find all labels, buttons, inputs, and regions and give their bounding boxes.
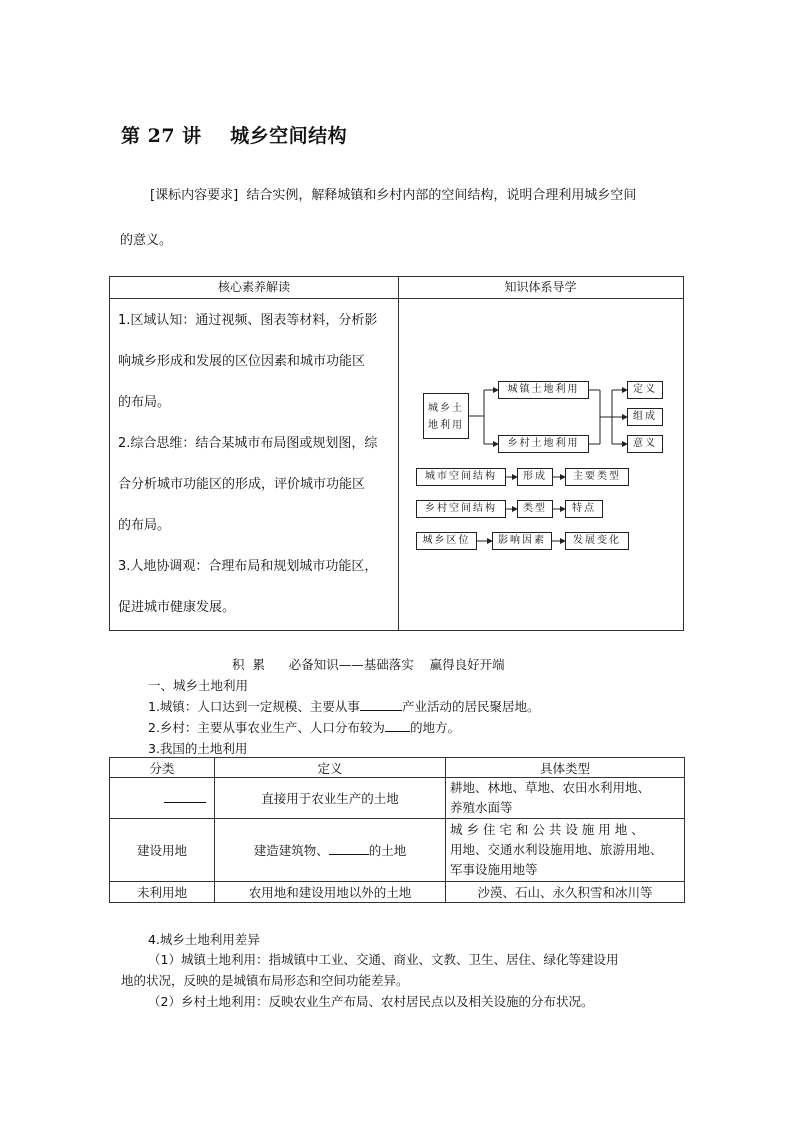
item-urban <box>148 697 539 715</box>
cell-definition: 农用地和建设用地以外的土地 <box>215 882 446 903</box>
blank-underline <box>329 842 369 855</box>
cell-types <box>446 819 685 882</box>
item-rural-text-a: 2.乡村：主要从事农业生产、人口分布较为 <box>148 720 385 735</box>
blank-underline <box>360 698 402 711</box>
types-line: 养殖水面等 <box>450 800 513 815</box>
table-row <box>110 882 685 903</box>
header-definition: 定义 <box>215 758 446 778</box>
knowledge-system-header: 知识体系导学 <box>504 280 577 294</box>
definition-text-b: 的土地 <box>368 843 407 858</box>
factors-box: 影响因素 <box>492 532 552 550</box>
cell-definition <box>215 819 446 882</box>
literacy-line: 的布局。 <box>118 395 171 410</box>
root-line-2: 地利用 <box>428 420 464 431</box>
literacy-line: 2.综合思维：结合某城市布局图或规划图，综 <box>118 436 378 451</box>
cell-category: 建设用地 <box>110 819 215 882</box>
types-line: 城 乡 住 宅 和 公 共 设 施 用 地 、 <box>450 822 644 837</box>
meaning-box: 意义 <box>627 435 663 453</box>
urban-land-use-box: 城镇土地利用 <box>498 381 589 399</box>
literacy-line: 响城乡形成和发展的区位因素和城市功能区 <box>118 354 366 369</box>
composition-box: 组成 <box>627 408 663 426</box>
header-category: 分类 <box>110 758 215 778</box>
cell-types: 沙漠、石山、永久积雪和冰川等 <box>446 882 685 903</box>
table-row <box>110 778 685 819</box>
types-box: 类型 <box>517 500 553 518</box>
difference-paragraph-2: （2）乡村土地利用：反映农业生产布局、农村居民点以及相关设施的分布状况。 <box>148 994 594 1009</box>
land-use-table <box>109 757 685 903</box>
cell-category: 未利用地 <box>110 882 215 903</box>
rural-structure-box: 乡村空间结构 <box>416 500 506 518</box>
literacy-line: 促进城市健康发展。 <box>118 600 236 615</box>
blank-underline <box>164 790 206 803</box>
cell-definition: 直接用于农业生产的土地 <box>215 778 446 819</box>
rural-land-use-box: 乡村土地利用 <box>498 435 589 453</box>
cell-types <box>446 778 685 819</box>
item-rural <box>148 718 460 736</box>
item-china-land-use: 3.我国的土地利用 <box>148 741 248 756</box>
definition-text-a: 建造建筑物、 <box>253 843 329 858</box>
main-types-box: 主要类型 <box>565 468 629 486</box>
types-line: 军事设施用地等 <box>450 862 538 877</box>
blank-underline <box>385 719 410 732</box>
requirement-text-2: 的意义。 <box>120 233 173 248</box>
features-box: 特点 <box>565 500 603 518</box>
literacy-line: 合分析城市功能区的形成，评价城市功能区 <box>118 477 366 492</box>
literacy-line: 3.人地协调观：合理布局和规划城市功能区， <box>118 559 378 574</box>
literacy-line: 1.区域认知：通过视频、图表等材料，分析影 <box>118 313 378 328</box>
difference-paragraph-1b: 地的状况，反映的是城镇布局形态和空间功能差异。 <box>121 973 409 988</box>
page-title: 第 27 讲 城乡空间结构 <box>121 125 348 147</box>
cell-category <box>110 778 215 819</box>
section-header: 积 累 必备知识——基础落实 赢得良好开端 <box>232 657 505 672</box>
urban-structure-box: 城市空间结构 <box>416 468 506 486</box>
literacy-line: 的布局。 <box>118 518 171 533</box>
heading-difference: 4.城乡土地利用差异 <box>148 932 260 947</box>
heading-land-use: 一、城乡土地利用 <box>148 678 249 693</box>
definition-box: 定义 <box>627 381 663 399</box>
table-header-row <box>110 758 685 778</box>
core-literacy-header: 核心素养解读 <box>217 280 290 294</box>
types-line: 耕地、林地、草地、农田水利用地、 <box>450 780 651 795</box>
difference-paragraph-1a: （1）城镇土地利用：指城镇中工业、交通、商业、文教、卫生、居住、绿化等建设用 <box>148 952 619 967</box>
formation-box: 形成 <box>517 468 553 486</box>
item-rural-text-b: 的地方。 <box>409 720 460 735</box>
development-box: 发展变化 <box>565 532 629 550</box>
types-line: 用地、交通水利设施用地、旅游用地、 <box>450 842 663 857</box>
requirement-text-1: 结合实例，解释城镇和乡村内部的空间结构，说明合理利用城乡空间 <box>246 188 637 203</box>
land-use-root-box <box>423 393 469 439</box>
requirement-tag: [课标内容要求] <box>150 188 239 203</box>
location-box: 城乡区位 <box>416 532 477 550</box>
table-row <box>110 819 685 882</box>
item-urban-text-a: 1.城镇：人口达到一定规模、主要从事 <box>148 699 360 714</box>
header-types: 具体类型 <box>446 758 685 778</box>
item-urban-text-b: 产业活动的居民聚居地。 <box>401 699 540 714</box>
root-line-1: 城乡土 <box>428 403 464 414</box>
